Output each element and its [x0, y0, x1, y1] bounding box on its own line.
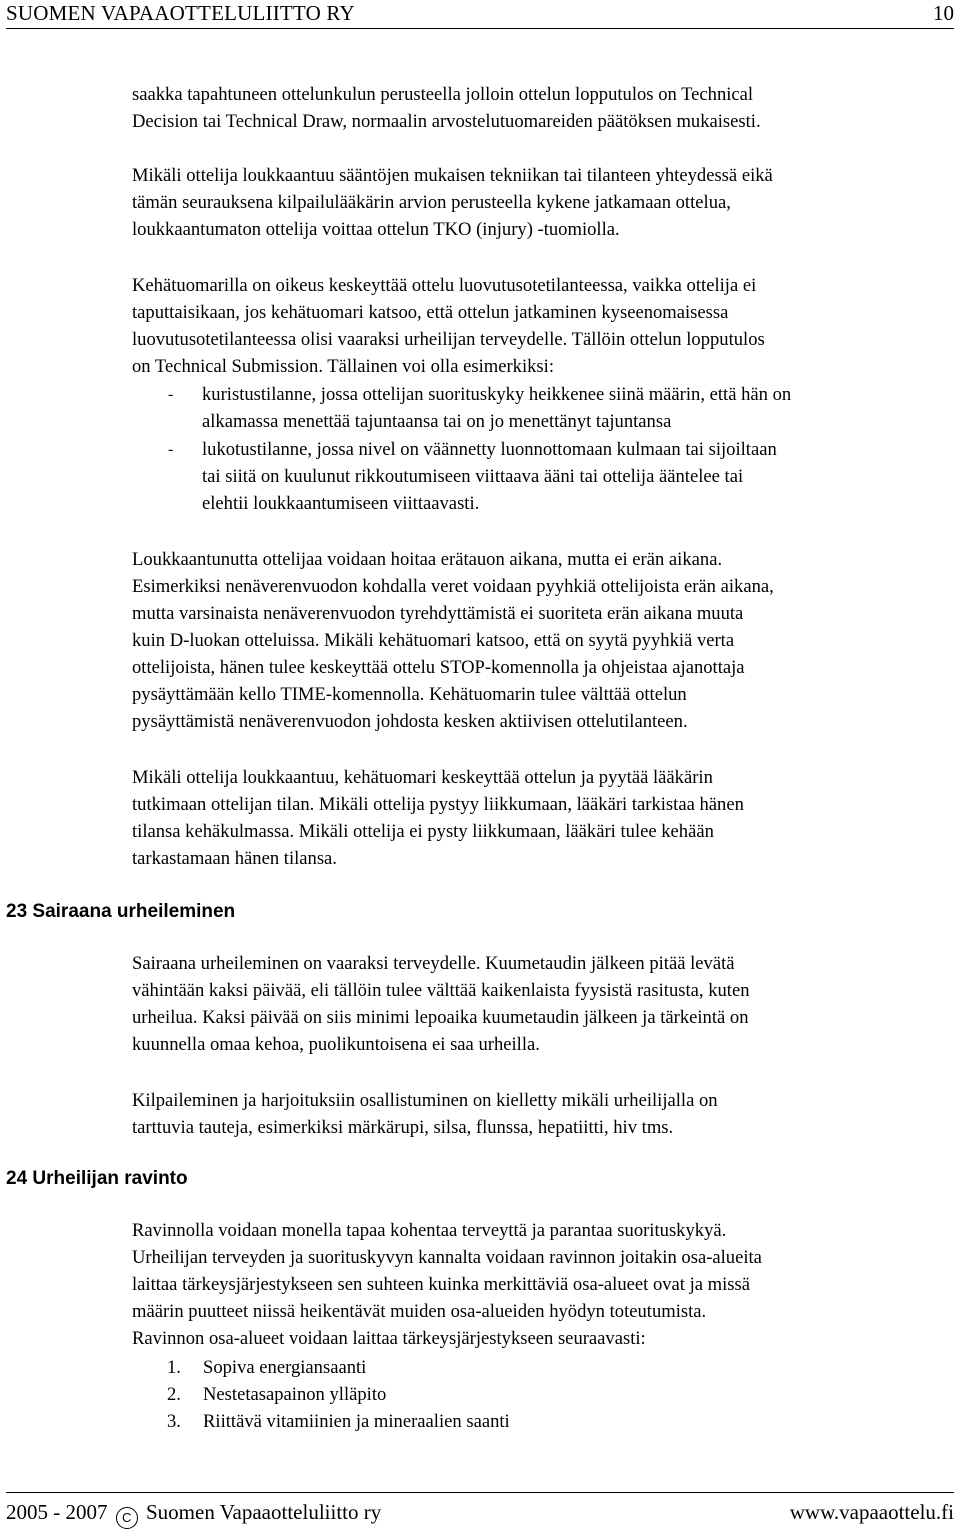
text-line: pysäyttämään kello TIME-komennolla. Kehätuomarin tulee välttää ottelun: [132, 684, 687, 705]
text-line: Kehätuomarilla on oikeus keskeyttää ottelu luovutusotetilanteessa, vaikka ottelija ei: [132, 275, 757, 296]
list-item-text: Sopiva energiansaanti: [203, 1357, 367, 1378]
paragraph-technical-decision: [132, 81, 932, 135]
text-line: kuin D-luokan otteluissa. Mikäli kehätuomari katsoo, että on syytä pyyhkiä verta: [132, 630, 735, 651]
text-line: Mikäli ottelija loukkaantuu sääntöjen mukaisen tekniikan tai tilanteen yhteydessä eikä: [132, 165, 773, 186]
list-number: 3.: [167, 1411, 181, 1432]
text-line: Ravinnolla voidaan monella tapaa kohentaa terveyttä ja parantaa suorituskykyä.: [132, 1220, 727, 1241]
paragraph-doctor-check: [132, 764, 932, 872]
section-heading-23: 23 Sairaana urheileminen: [6, 901, 236, 922]
text-line: Ravinnon osa-alueet voidaan laittaa tärkeysjärjestykseen seuraavasti:: [132, 1328, 646, 1349]
text-line: Esimerkiksi nenäverenvuodon kohdalla veret voidaan pyyhkiä ottelijoista erän aikana,: [132, 576, 774, 597]
numbered-list-item: [167, 1408, 510, 1435]
text-line: saakka tapahtuneen ottelunkulun perusteella jolloin ottelun lopputulos on Technical: [132, 84, 754, 105]
text-line: mutta varsinaista nenäverenvuodon tyrehdyttämistä ei suoriteta erän aikana muuta: [132, 603, 744, 624]
text-line: Sairaana urheileminen on vaaraksi terveydelle. Kuumetaudin jälkeen pitää levätä: [132, 953, 735, 974]
paragraph-injury-tko: [132, 162, 932, 243]
list-number: 2.: [167, 1384, 181, 1405]
section-heading-24: 24 Urheilijan ravinto: [6, 1168, 188, 1189]
text-line: vähintään kaksi päivää, eli tällöin tulee välttää kaikenlaista fyysistä rasitusta, kuten: [132, 980, 750, 1001]
text-line: on Technical Submission. Tällainen voi olla esimerkiksi:: [132, 356, 554, 377]
text-line: laittaa tärkeysjärjestykseen sen suhteen kuinka merkittäviä osa-alueet ovat ja missä: [132, 1274, 751, 1295]
footer-org: Suomen Vapaaotteluliitto ry: [146, 1500, 382, 1524]
list-item-text: Nestetasapainon ylläpito: [203, 1384, 387, 1405]
bullet-dash: -: [168, 441, 174, 458]
bullet-dash: -: [168, 386, 174, 403]
page-number: 10: [933, 1, 954, 25]
text-line: Mikäli ottelija loukkaantuu, kehätuomari keskeyttää ottelun ja pyytää lääkärin: [132, 767, 713, 788]
footer-url: www.vapaaottelu.fi: [789, 1500, 954, 1524]
paragraph-nutrition: [132, 1217, 932, 1352]
text-line: Kilpaileminen ja harjoituksiin osallistuminen on kielletty mikäli urheilijalla on: [132, 1090, 718, 1111]
text-line: pysäyttämistä nenäverenvuodon johdosta kesken aktiivisen ottelutilanteen.: [132, 711, 688, 732]
text-line: Urheilijan terveyden ja suorituskyvyn kannalta voidaan ravinnon joitakin osa-alueita: [132, 1247, 762, 1268]
text-line: lukotustilanne, jossa nivel on väännetty luonnottomaan kulmaan tai sijoiltaan: [202, 439, 777, 460]
text-line: tutkimaan ottelijan tilan. Mikäli ottelija pystyy liikkumaan, lääkäri tarkistaa hänen: [132, 794, 744, 815]
footer-copyright: [6, 1497, 381, 1529]
text-line: Loukkaantunutta ottelijaa voidaan hoitaa erätauon aikana, mutta ei erän aikana.: [132, 549, 723, 570]
text-line: alkamassa menettää tajuntaansa tai on jo menettänyt tajuntansa: [202, 411, 672, 432]
paragraph-technical-submission: [132, 272, 932, 380]
text-line: kuunnella omaa kehoa, puolikuntoisena ei saa urheilla.: [132, 1034, 540, 1055]
text-line: tilansa kehäkulmassa. Mikäli ottelija ei pysty liikkumaan, lääkäri tulee kehään: [132, 821, 714, 842]
footer-years: 2005 - 2007: [6, 1500, 108, 1524]
text-line: Decision tai Technical Draw, normaalin arvostelutuomareiden päätöksen mukaisesti.: [132, 111, 761, 132]
header-title: SUOMEN VAPAAOTTELULIITTO RY: [6, 1, 355, 25]
text-line: taputtaisikaan, jos kehätuomari katsoo, että ottelun jatkaminen kyseenomaisessa: [132, 302, 729, 323]
text-line: määrin puutteet niissä heikentävät muiden osa-alueiden hyödyn toteutumista.: [132, 1301, 707, 1322]
numbered-list-item: [167, 1381, 386, 1408]
text-line: ottelijoista, hänen tulee keskeyttää ottelu STOP-komennolla ja ohjeistaa ajanottaja: [132, 657, 745, 678]
paragraph-nosebleed: [132, 546, 932, 735]
text-line: tarkastamaan hänen tilansa.: [132, 848, 337, 869]
text-line: tarttuvia tauteja, esimerkiksi märkärupi, silsa, flunssa, hepatiitti, hiv tms.: [132, 1117, 674, 1138]
text-line: luovutusotetilanteessa olisi vaaraksi urheilijan terveydelle. Tällöin ottelun lopputulos: [132, 329, 765, 350]
text-line: urheilua. Kaksi päivää on siis minimi lepoaika kuumetaudin jälkeen ja tärkeintä on: [132, 1007, 749, 1028]
copyright-icon: C: [116, 1507, 138, 1529]
list-number: 1.: [167, 1357, 181, 1378]
text-line: tämän seurauksena kilpailulääkärin arvion perusteella kykene jatkamaan ottelua,: [132, 192, 731, 213]
page-header: [6, 0, 954, 29]
text-line: loukkaantumaton ottelija voittaa ottelun TKO (injury) -tuomiolla.: [132, 219, 620, 240]
paragraph-contagious-diseases: [132, 1087, 932, 1141]
text-line: elehtii loukkaantumiseen viittaavasti.: [202, 493, 480, 514]
numbered-list-item: [167, 1354, 366, 1381]
text-line: tai siitä on kuulunut rikkoutumiseen viittaava ääni tai ottelija ääntelee tai: [202, 466, 744, 487]
page-footer: [6, 1492, 954, 1529]
paragraph-sick-training: [132, 950, 932, 1058]
list-item-text: Riittävä vitamiinien ja mineraalien saanti: [203, 1411, 510, 1432]
text-line: kuristustilanne, jossa ottelijan suorituskyky heikkenee siinä määrin, että hän on: [202, 384, 792, 405]
